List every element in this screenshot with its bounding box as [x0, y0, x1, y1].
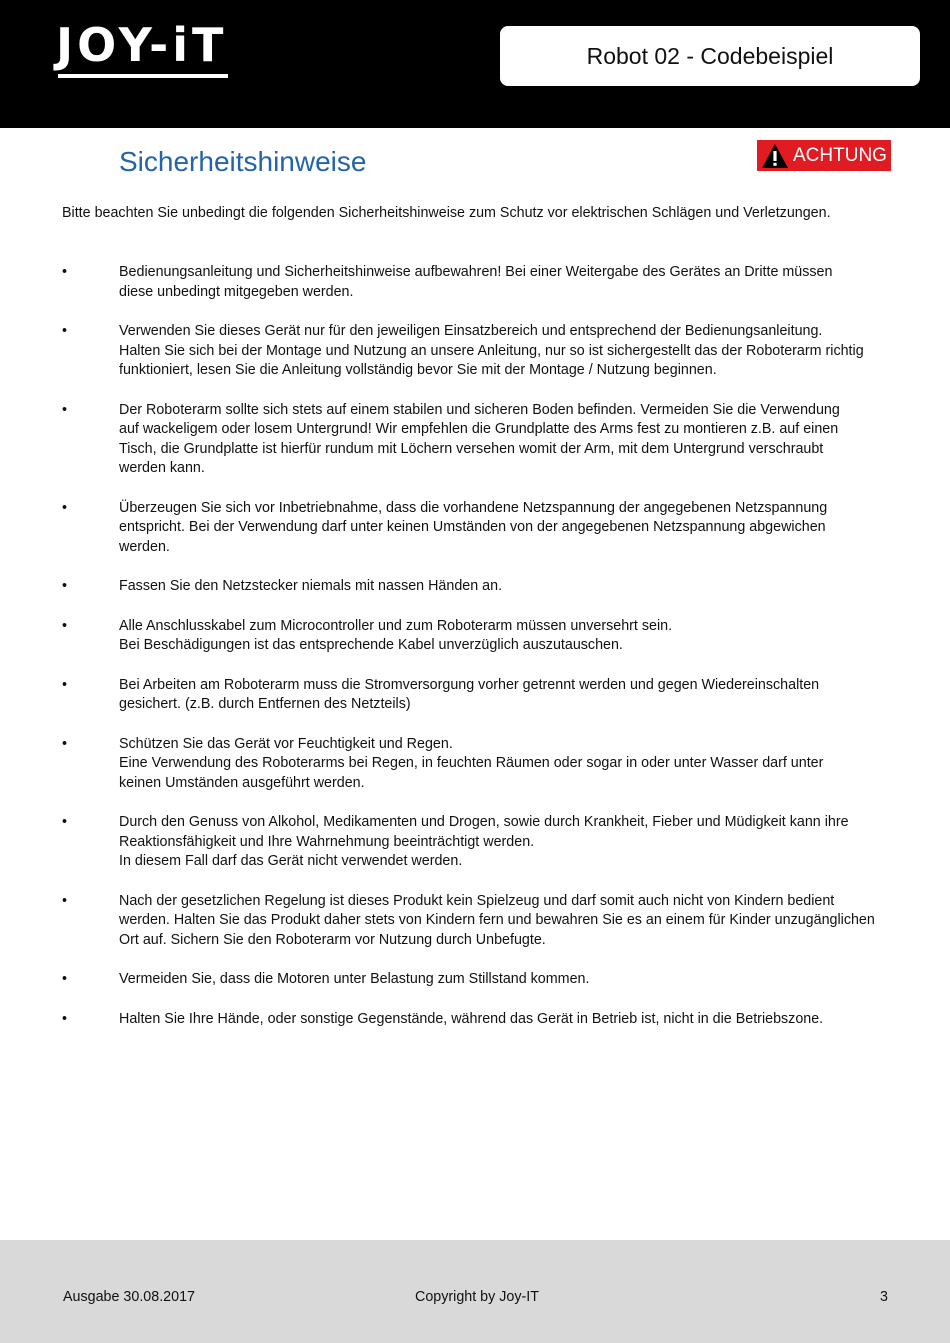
- list-item-text: auf wackeligem oder losem Untergrund! Wir empfehlen die Grundplatte des Arms fest zu montieren z.B. auf einen: [119, 421, 839, 437]
- list-item-text: keinen Umständen ausgeführt werden.: [119, 774, 365, 791]
- section-heading: Sicherheitshinweise: [119, 146, 367, 177]
- list-item-text: werden kann.: [119, 460, 205, 476]
- list-item-text: Schützen Sie das Gerät vor Feuchtigkeit und Regen.: [119, 735, 453, 752]
- bullet-icon: •: [62, 971, 68, 987]
- page-header: [0, 0, 950, 128]
- list-item-text: Verwenden Sie dieses Gerät nur für den jeweiligen Einsatzbereich und entsprechend der Bedienungsanleitung.: [119, 323, 823, 339]
- list-item-text: diese unbedingt mitgegeben werden.: [119, 283, 354, 300]
- list-item: [62, 401, 888, 479]
- list-item: [62, 263, 888, 302]
- list-item: [62, 676, 888, 715]
- list-item: [62, 322, 888, 381]
- list-item-text: Bedienungsanleitung und Sicherheitshinweise aufbewahren! Bei einer Weitergabe des Gerätes an Dritte müssen: [119, 264, 833, 280]
- list-item-text: Alle Anschlusskabel zum Microcontroller und zum Roboterarm müssen unversehrt sein.: [119, 617, 673, 634]
- safety-list: [62, 263, 888, 1049]
- list-item-text: Durch den Genuss von Alkohol, Medikamenten und Drogen, sowie durch Krankheit, Fieber und Müdigkeit kann ihre: [119, 814, 849, 830]
- list-item-text: Halten Sie Ihre Hände, oder sonstige Gegenstände, während das Gerät in Betrieb ist, nicht in die Betriebszone.: [119, 1010, 824, 1027]
- bullet-icon: •: [62, 735, 68, 752]
- list-item-text: werden.: [119, 538, 170, 555]
- list-item: [62, 617, 888, 656]
- list-item: [62, 577, 888, 597]
- page-number: 3: [880, 1289, 888, 1305]
- footer-edition: Ausgabe 30.08.2017: [63, 1289, 195, 1305]
- bullet-icon: •: [62, 1010, 68, 1027]
- footer-copyright: Copyright by Joy-IT: [415, 1289, 539, 1305]
- bullet-icon: •: [62, 401, 68, 418]
- list-item-text: Überzeugen Sie sich vor Inbetriebnahme, dass die vorhandene Netzspannung der angegebenen Netzspannung: [119, 499, 828, 516]
- list-item: [62, 970, 888, 990]
- logo-underline: [58, 74, 228, 78]
- bullet-icon: •: [62, 617, 68, 634]
- document-title-box: [500, 26, 920, 86]
- list-item-text: gesichert. (z.B. durch Entfernen des Netzteils): [119, 696, 411, 712]
- bullet-icon: •: [62, 676, 68, 693]
- bullet-icon: •: [62, 578, 68, 594]
- list-item-text: In diesem Fall darf das Gerät nicht verwendet werden.: [119, 853, 463, 869]
- list-item: [62, 735, 888, 794]
- list-item: [62, 1010, 888, 1030]
- list-item-text: entspricht. Bei der Verwendung darf unter keinen Umständen von der angegebenen Netzspannung abgewichen: [119, 519, 826, 535]
- list-item-text: Bei Arbeiten am Roboterarm muss die Stromversorgung vorher getrennt werden und gegen Wiedereinschalten: [119, 676, 820, 693]
- list-item: [62, 813, 888, 872]
- warning-badge: [757, 140, 891, 171]
- list-item-text: Eine Verwendung des Roboterarms bei Regen, in feuchten Räumen oder sogar in oder unter Wasser darf unter: [119, 755, 824, 771]
- list-item-text: Bei Beschädigungen ist das entsprechende Kabel unverzüglich auszutauschen.: [119, 637, 623, 653]
- list-item-text: Der Roboterarm sollte sich stets auf einem stabilen und sicheren Boden befinden. Vermeiden Sie die Verwendung: [119, 401, 840, 418]
- list-item-text: Nach der gesetzlichen Regelung ist dieses Produkt kein Spielzeug und darf somit auch nicht von Kindern bedient: [119, 892, 835, 909]
- warning-triangle-icon: [761, 143, 789, 169]
- bullet-icon: •: [62, 814, 68, 830]
- list-item-text: Reaktionsfähigkeit und Ihre Wahrnehmung beeinträchtigt werden.: [119, 833, 535, 850]
- list-item-text: funktioniert, lesen Sie die Anleitung vollständig bevor Sie mit der Montage / Nutzung beginnen.: [119, 362, 717, 378]
- bullet-icon: •: [62, 892, 68, 909]
- list-item-text: Vermeiden Sie, dass die Motoren unter Belastung zum Stillstand kommen.: [119, 971, 590, 987]
- list-item-text: werden. Halten Sie das Produkt daher stets von Kindern fern und bewahren Sie es an einem für Kinder unzugänglichen: [119, 912, 875, 928]
- bullet-icon: •: [62, 323, 68, 339]
- bullet-icon: •: [62, 499, 68, 516]
- list-item: [62, 499, 888, 558]
- list-item-text: Halten Sie sich bei der Montage und Nutzung an unsere Anleitung, nur so ist sichergestellt das der Roboterarm richtig: [119, 342, 864, 359]
- list-item-text: Tisch, die Grundplatte ist hierfür rundum mit Löchern versehen womit der Arm, mit dem Untergrund verschraubt: [119, 440, 824, 457]
- warning-label: ACHTUNG: [793, 144, 887, 166]
- list-item-text: Fassen Sie den Netzstecker niemals mit nassen Händen an.: [119, 578, 503, 594]
- joy-it-logo: JOY-iT: [56, 18, 228, 72]
- list-item: [62, 892, 888, 951]
- document-title: Robot 02 - Codebeispiel: [586, 42, 834, 69]
- intro-paragraph: Bitte beachten Sie unbedingt die folgenden Sicherheitshinweise zum Schutz vor elektrischen Schlägen und Verletzungen.: [62, 205, 831, 221]
- bullet-icon: •: [62, 264, 68, 280]
- list-item-text: Ort auf. Sichern Sie den Roboterarm vor Nutzung durch Unbefugte.: [119, 931, 546, 948]
